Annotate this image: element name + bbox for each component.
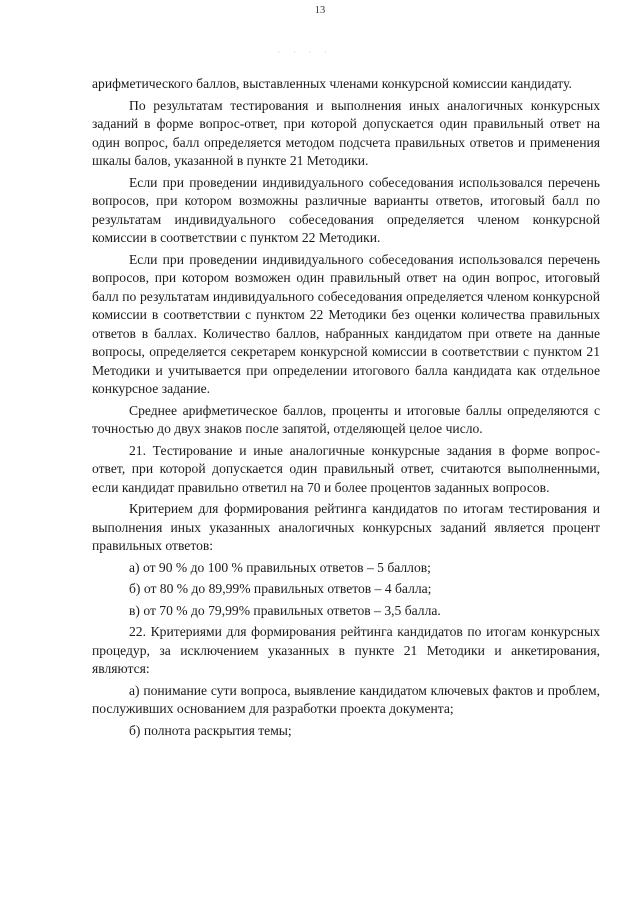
scan-specks: · · · ·	[278, 50, 333, 56]
list-item-c: в) от 70 % до 79,99% правильных ответов – 3,5 балла.	[129, 602, 441, 618]
page-number: 13	[314, 5, 326, 16]
paragraph-testing-score: По результатам тестирования и выполнения иных аналогичных конкурсных заданий в форме вопрос-ответ, при которой допускается один правильный ответ на один вопрос, балл определяется методом подсчета правильных ответов и применения шкалы балов, указанной в пункте 21 Методики.	[92, 97, 600, 168]
list-item-b: б) от 80 % до 89,99% правильных ответов – 4 балла;	[129, 581, 432, 596]
paragraph-clause-21: 21. Тестирование и иные аналогичные конкурсные задания в форме вопрос-ответ, при которой допускается один правильный ответ, считаются выполненными, если кандидат правильно ответил на 70 и более процентов заданных вопросов.	[92, 442, 600, 495]
list-item-22-a: а) понимание сути вопроса, выявление кандидатом ключевых фактов и проблем, послуживших основанием для разработки проекта документа;	[92, 682, 600, 716]
paragraph-rating-criterion: Критерием для формирования рейтинга кандидатов по итогам тестирования и выполнения иных указанных аналогичных конкурсных заданий является процент правильных ответов:	[92, 501, 600, 553]
list-item-a: а) от 90 % до 100 % правильных ответов – 5 баллов;	[129, 559, 431, 575]
paragraph-precision: Среднее арифметическое баллов, проценты и итоговые баллы определяются с точностью до двух знаков после запятой, отделяющей целое число.	[92, 402, 600, 436]
document-body	[92, 75, 600, 740]
paragraph-interview-various: Если при проведении индивидуального собеседования использовался перечень вопросов, при котором возможны различные варианты ответов, итоговый балл по результатам индивидуального собеседования определяется членом конкурсной комиссии в соответствии с пунктом 22 Методики.	[92, 174, 600, 245]
paragraph-clause-22: 22. Критериями для формирования рейтинга кандидатов по итогам конкурсных процедур, за исключением указанных в пункте 21 Методики и анкетирования, являются:	[92, 624, 600, 676]
paragraph-continuation: арифметического баллов, выставленных членами конкурсной комиссии кандидату.	[92, 76, 572, 91]
list-item-22-b: б) полнота раскрытия темы;	[129, 722, 292, 738]
paragraph-interview-single: Если при проведении индивидуального собеседования использовался перечень вопросов, при котором возможен один правильный ответ на один вопрос, итоговый балл по результатам индивидуального собеседования определяется членом конкурсной комиссии в соответствии с пунктом 22 Методики без оценки количества правильных ответов в баллах. Количество баллов, набранных кандидатом при ответе на данные вопросы, определяется секретарем конкурсной комиссии в соответствии с пунктом 21 Методики и учитывается при определении итогового балла кандидата как отдельное конкурсное задание.	[92, 251, 600, 396]
